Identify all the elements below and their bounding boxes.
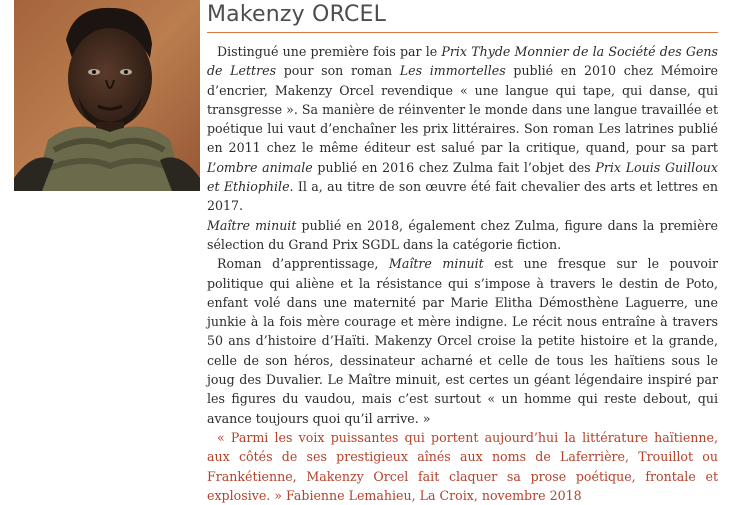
article-body <box>207 42 718 505</box>
author-photo-illustration <box>14 0 200 191</box>
press-quote: « Parmi les voix puissantes qui portent aujourd’hui la littérature haïtienne, aux côtés de ses prestigieux aînés aux noms de Laferrière, Trouillot ou Frankétienne, Makenzy Orcel fait claquer sa prose poétique, frontale et explosive. » Fabienne Lemahieu, La Croix, novembre 2018 <box>207 429 718 503</box>
author-name: Makenzy ORCEL <box>207 2 387 27</box>
bio-paragraph-maitre-minuit: Maître minuit publié en 2018, également chez Zulma, figure dans la première sélection du Grand Prix SGDL dans la catégorie fiction. <box>207 217 718 252</box>
summary-paragraph: Roman d’apprentissage, Maître minuit est une fresque sur le pouvoir politique qui aliène et la résistance qui s’impose à travers le destin de Poto, enfant volé dans une maternité par Marie Elitha Démosthène Laguerre, une junkie à la fois mère courage et mère indigne. Le récit nous entraîne à travers 50 ans d’histoire d’Haïti. Makenzy Orcel croise la petite histoire et la grande, celle de son héros, dessinateur acharné et celle de tous les haïtiens sous le joug des Duvalier. Le Maître minuit, est certes un géant légendaire inspiré par les figures du vaudou, mais c’est surtout « un homme qui reste debout, qui avance toujours quoi qu’il arrive. » <box>207 256 719 426</box>
title-divider <box>207 32 718 33</box>
bio-paragraph-prizes: Distingué une première fois par le Prix Thyde Monnier de la Société des Gens de Lettres pour son roman Les immortelles publié en 2010 chez Mémoire d’encrier, Makenzy Orcel revendique « une langue qui tape, qui danse, qui transgresse ». Sa manière de réinventer le monde dans une langue travaillée et poétique lui vaut d’enchaîner les prix littéraires. Son roman Les latrines publié en 2011 chez le même éditeur est salué par la critique, quand, pour sa part L’ombre animale publié en 2016 chez Zulma fait l’objet des Prix Louis Guilloux et Ethiophile. Il a, au titre de son œuvre été fait chevalier des arts et lettres en 2017. <box>207 44 719 214</box>
author-portrait <box>14 0 200 191</box>
